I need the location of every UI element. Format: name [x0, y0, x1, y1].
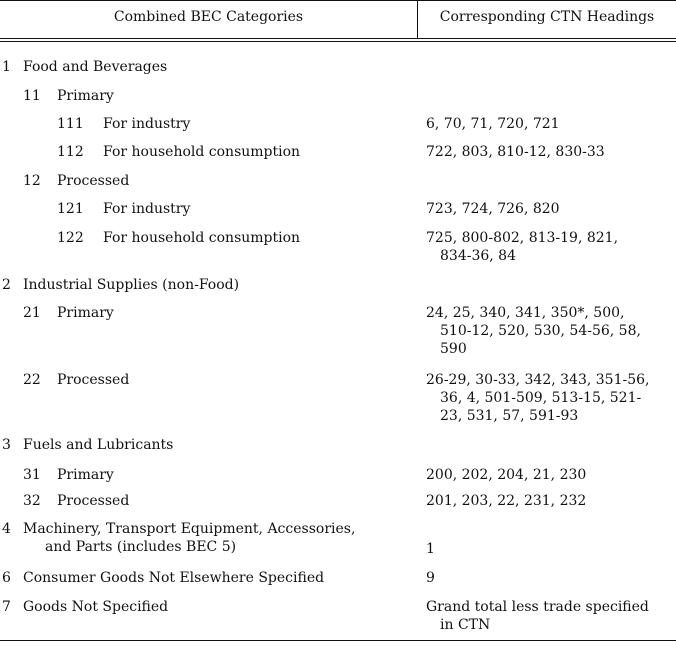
bec-code: 21 [23, 305, 41, 321]
bec-label: Primary [57, 305, 114, 321]
bec-label: For household consumption [103, 230, 301, 246]
ctn-headings: 24, 25, 340, 341, 350*, 500, 510-12, 520, 530, 54-56, 58, 590 [426, 305, 641, 357]
bec-label: Industrial Supplies (non-Food) [23, 277, 240, 293]
ctn-headings: 722, 803, 810-12, 830-33 [426, 144, 605, 160]
bec-code: 121 [57, 201, 84, 217]
bec-code: 11 [23, 88, 41, 104]
bec-code: 6 [2, 570, 11, 586]
ctn-headings: 201, 203, 22, 231, 232 [426, 493, 587, 509]
ctn-headings: 200, 202, 204, 21, 230 [426, 467, 587, 483]
bec-code: 4 [2, 521, 11, 537]
bec-label: Processed [57, 372, 130, 388]
bottom-rule [0, 640, 676, 641]
bec-label: Processed [57, 493, 130, 509]
bec-label: Primary [57, 467, 114, 483]
bec-code: 32 [23, 493, 41, 509]
bec-label: Food and Beverages [23, 59, 168, 75]
ctn-headings: 9 [426, 570, 435, 586]
bec-label: For industry [103, 201, 191, 217]
bec-label: Consumer Goods Not Elsewhere Specified [23, 570, 325, 586]
bec-code: 7 [2, 599, 11, 615]
bec-code: 112 [57, 144, 84, 160]
top-rule [0, 0, 676, 1]
ctn-headings: 723, 724, 726, 820 [426, 201, 560, 217]
bec-code: 31 [23, 467, 41, 483]
column-header-bec: Combined BEC Categories [113, 9, 304, 25]
bec-code: 3 [2, 437, 11, 453]
ctn-headings: 6, 70, 71, 720, 721 [426, 116, 560, 132]
ctn-headings: 26-29, 30-33, 342, 343, 351-56, 36, 4, 501-509, 513-15, 521- 23, 531, 57, 591-93 [426, 372, 650, 424]
column-header-ctn: Corresponding CTN Headings [439, 9, 655, 25]
header-double-rule-top [0, 38, 676, 39]
bec-label: Primary [57, 88, 114, 104]
bec-code: 12 [23, 173, 41, 189]
bec-code: 122 [57, 230, 84, 246]
bec-label: Goods Not Specified [23, 599, 169, 615]
ctn-headings: 1 [426, 541, 435, 557]
bec-code: 2 [2, 277, 11, 293]
ctn-headings: Grand total less trade specified in CTN [426, 599, 649, 633]
bec-label: Fuels and Lubricants [23, 437, 174, 453]
header-double-rule-bottom [0, 41, 676, 42]
bec-label: For industry [103, 116, 191, 132]
bec-label-continued: and Parts (includes BEC 5) [45, 539, 237, 555]
bec-code: 22 [23, 372, 41, 388]
ctn-headings: 725, 800-802, 813-19, 821, 834-36, 84 [426, 230, 619, 264]
bec-code: 111 [57, 116, 84, 132]
bec-label: Processed [57, 173, 130, 189]
bec-label: Machinery, Transport Equipment, Accessories, [23, 521, 356, 537]
bec-code: 1 [2, 59, 11, 75]
bec-label: For household consumption [103, 144, 301, 160]
